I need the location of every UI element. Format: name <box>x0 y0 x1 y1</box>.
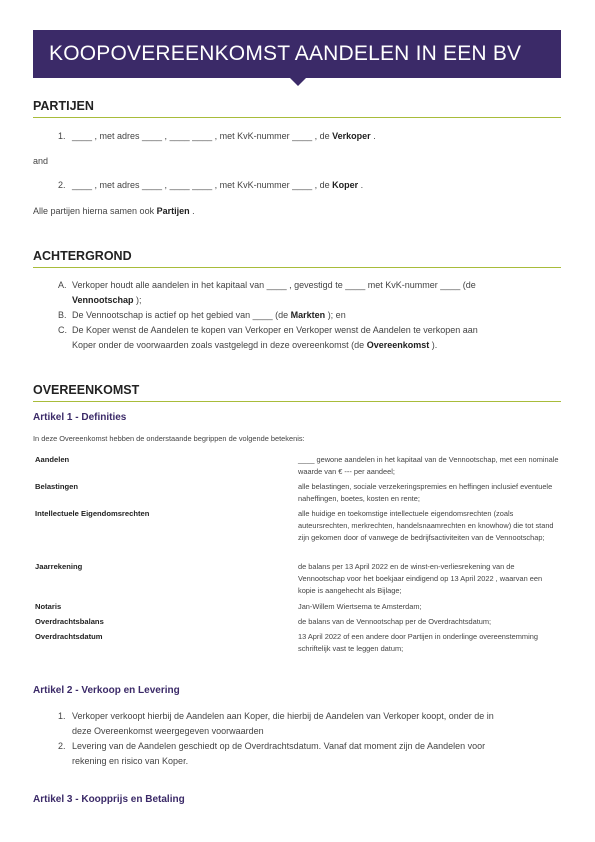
section-heading-achtergrond: ACHTERGROND <box>33 249 561 268</box>
recital-a-line1: Verkoper houdt alle aandelen in het kapitaal van ____ , gevestigd te ____ met KvK-nummer ____ (de <box>72 280 476 290</box>
section-heading-overeenkomst: OVEREENKOMST <box>33 383 561 402</box>
all-parties-text: Alle partijen hierna samen ook Partijen . <box>33 206 195 216</box>
party-1-text: ____ , met adres ____ , ____ ____ , met KvK-nummer ____ , de Verkoper . <box>72 131 376 141</box>
article-2-item-1-line1: Verkoper verkoopt hierbij de Aandelen aan Koper, die hierbij de Aandelen van Verkoper koopt, onder de in <box>72 711 494 721</box>
definition-term: Notaris <box>35 602 62 611</box>
recital-a-line2: Vennootschap ); <box>72 295 142 305</box>
definition-term: Overdrachtsbalans <box>35 617 104 626</box>
recital-c-line2: Koper onder de voorwaarden zoals vastgelegd in deze overeenkomst (de Overeenkomst ). <box>72 340 438 350</box>
recital-c-label: C. <box>58 325 67 335</box>
definition-description: ____ gewone aandelen in het kapitaal van de Vennootschap, met een nominale waarde van € --- per aandeel; <box>298 455 559 476</box>
definitions-intro: In deze Overeenkomst hebben de onderstaande begrippen de volgende betekenis: <box>33 434 305 443</box>
article-2-item-1-number: 1. <box>58 711 66 721</box>
and-text: and <box>33 156 49 166</box>
definition-term: Overdrachtsdatum <box>35 632 103 641</box>
article-2-title: Artikel 2 - Verkoop en Levering <box>33 685 180 696</box>
article-2-item-2-line2: rekening en risico van Koper. <box>72 756 189 766</box>
document-title: KOOPOVEREENKOMST AANDELEN IN EEN BV <box>49 42 522 65</box>
recital-b-text: De Vennootschap is actief op het gebied van ____ (de Markten ); en <box>72 310 346 320</box>
article-3-title: Artikel 3 - Koopprijs en Betaling <box>33 794 185 805</box>
definition-term: Aandelen <box>35 455 70 464</box>
definition-description: de balans van de Vennootschap per de Overdrachtsdatum; <box>298 617 492 626</box>
definition-description: de balans per 13 April 2022 en de winst-en-verliesrekening van de Vennootschap voor het boekjaar eindigend op 13 April 2022 , waarvan een kopie is aangehecht als Bijlage; <box>298 562 543 595</box>
banner-arrow <box>290 78 306 86</box>
definition-term: Jaarrekening <box>35 562 83 571</box>
party-2-number: 2. <box>58 180 66 190</box>
recital-b-label: B. <box>58 310 67 320</box>
party-1-number: 1. <box>58 131 66 141</box>
article-1-title: Artikel 1 - Definities <box>33 412 127 423</box>
definition-description: alle huidige en toekomstige intellectuele eigendomsrechten (zoals auteursrechten, merkrechten, handelsnaamrechten en knowhow) die tot stand zijn gekomen door of vanwege de bedrijfsactiviteiten van de Vennootschap; <box>298 509 554 542</box>
definition-term: Belastingen <box>35 482 79 491</box>
definition-description: Jan-Willem Wiertsema te Amsterdam; <box>298 602 422 611</box>
party-2-text: ____ , met adres ____ , ____ ____ , met KvK-nummer ____ , de Koper . <box>72 180 364 190</box>
recital-c-line1: De Koper wenst de Aandelen te kopen van Verkoper en Verkoper wenst de Aandelen te verkopen aan <box>72 325 478 335</box>
definition-description: alle belastingen, sociale verzekeringspremies en heffingen inclusief eventuele naheffingen, boetes, kosten en rente; <box>298 482 553 503</box>
article-2-item-2-number: 2. <box>58 741 66 751</box>
article-2-item-1-line2: deze Overeenkomst weergegeven voorwaarden <box>72 726 264 736</box>
article-2-item-2-line1: Levering van de Aandelen geschiedt op de Overdrachtsdatum. Vanaf dat moment zijn de Aandelen voor <box>72 741 486 751</box>
title-banner <box>33 30 561 78</box>
section-heading-partijen: PARTIJEN <box>33 99 561 118</box>
definition-description: 13 April 2022 of een andere door Partijen in onderlinge overeenstemming schriftelijk vast te leggen datum; <box>298 632 538 653</box>
definition-term: Intellectuele Eigendomsrechten <box>35 509 150 518</box>
recital-a-label: A. <box>58 280 67 290</box>
